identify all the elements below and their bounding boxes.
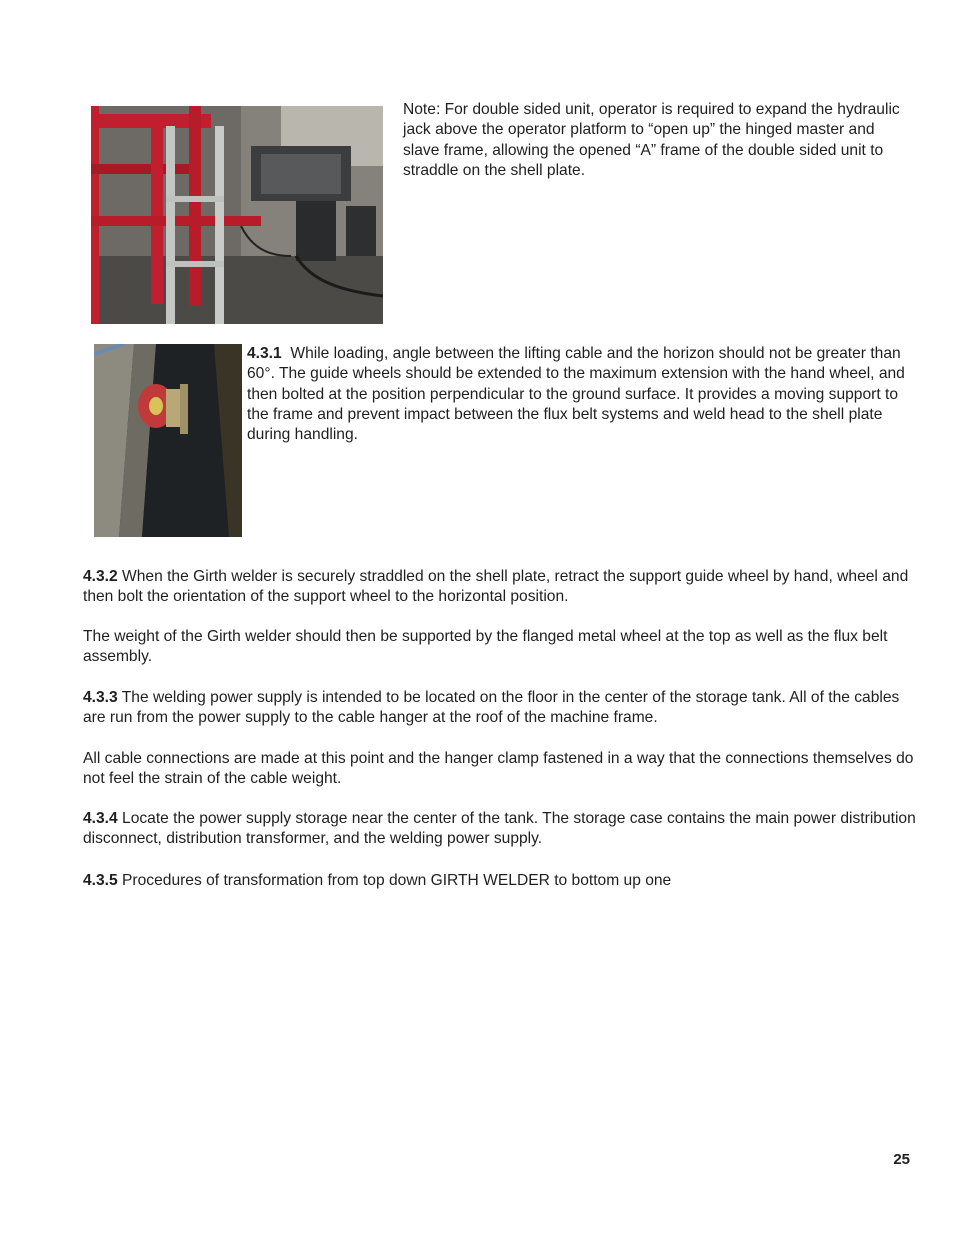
section-number: 4.3.5	[83, 872, 118, 889]
section-4-3-2-followup: The weight of the Girth welder should then be supported by the flanged metal wheel at the top as well as the flux belt assembly.	[83, 628, 888, 666]
section-4-3-1	[247, 344, 907, 445]
section-number: 4.3.2	[83, 568, 118, 585]
section-text: Procedures of transformation from top down GIRTH WELDER to bottom up one	[122, 872, 672, 889]
section-4-3-2	[83, 567, 923, 608]
section-text: The welding power supply is intended to be located on the floor in the center of the storage tank. All of the cables are run from the power supply to the cable hanger at the roof of the machine frame.	[83, 689, 900, 727]
section-4-3-3-followup: All cable connections are made at this point and the hanger clamp fastened in a way that the connections themselves do not feel the strain of the cable weight.	[83, 750, 914, 788]
note-text: Note: For double sided unit, operator is required to expand the hydraulic jack above the operator platform to “open up” the hinged master and slave frame, allowing the opened “A” frame of the double sided unit to straddle on the shell plate.	[403, 101, 900, 179]
section-4-3-3	[83, 688, 923, 729]
photo-double-sided-frame	[91, 106, 383, 324]
section-text: When the Girth welder is securely straddled on the shell plate, retract the support guide wheel by hand, wheel and then bolt the orientation of the support wheel to the horizontal position.	[83, 568, 909, 606]
section-4-3-5	[83, 871, 923, 891]
section-4-3-4	[83, 809, 923, 850]
section-number: 4.3.3	[83, 689, 118, 706]
page-number: 25	[893, 1151, 910, 1168]
section-text: Locate the power supply storage near the center of the tank. The storage case contains the main power distribution disconnect, distribution transformer, and the welding power supply.	[83, 810, 916, 848]
section-text: While loading, angle between the lifting cable and the horizon should not be greater than 60°. The guide wheels should be extended to the maximum extension with the hand wheel, and then bolted at the position perpendicular to the ground surface. It provides a moving support to the frame and prevent impact between the flux belt systems and weld head to the shell plate during handling.	[247, 345, 905, 444]
photo-guide-wheel	[94, 344, 242, 537]
section-number: 4.3.4	[83, 810, 118, 827]
section-number: 4.3.1	[247, 345, 282, 362]
